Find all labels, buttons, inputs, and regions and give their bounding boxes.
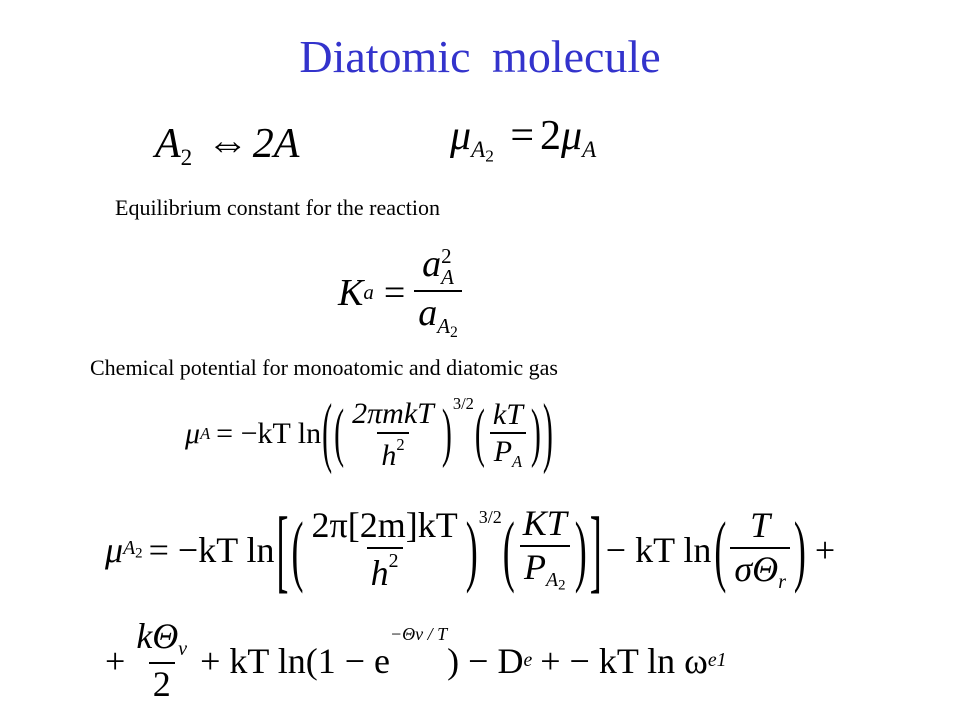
mu-a2-num1: 2π[2m]kT bbox=[311, 504, 458, 545]
ka-K: K bbox=[338, 271, 364, 314]
mu-lhs: μ bbox=[450, 113, 472, 159]
mu-a-frac1 bbox=[348, 398, 438, 471]
outer-paren-open: ( bbox=[322, 390, 333, 477]
ka-num-a: a bbox=[422, 243, 442, 285]
cont-plus: + bbox=[105, 640, 126, 681]
mu-rhs-subscript: A bbox=[582, 136, 597, 163]
mu-a2-paren3-close: ) bbox=[793, 505, 806, 594]
mu-relation-equals: = bbox=[510, 113, 535, 159]
mu-a2-num2: KT bbox=[522, 503, 567, 543]
paren2-open: ( bbox=[474, 397, 485, 470]
cont-frac bbox=[132, 618, 191, 704]
mu-a2-num3: T bbox=[750, 504, 771, 545]
mu-a2-paren3-open: ( bbox=[714, 505, 727, 594]
paren2-close: ) bbox=[530, 397, 541, 470]
cont-term4: + − kT ln ω bbox=[540, 640, 708, 681]
mu-a-lhs-subscript: A bbox=[200, 424, 211, 444]
mu-a2-den3-sub: r bbox=[778, 570, 786, 593]
cont-num-sub: ν bbox=[178, 637, 188, 660]
equilibrium-arrow: ⇔ bbox=[206, 121, 249, 167]
cont-exp: −Θν / T bbox=[390, 624, 448, 644]
mu-relation-equation bbox=[450, 112, 596, 166]
mu-a-den1: h bbox=[381, 438, 397, 472]
mu-a-den1-sup: 2 bbox=[396, 434, 405, 454]
paren-close: ) bbox=[441, 397, 452, 470]
caption-chemical-potential: Chemical potential for monoatomic and diatomic gas bbox=[90, 355, 558, 380]
mu-a2-mid: − kT ln bbox=[605, 529, 712, 570]
ka-den-sub2: 2 bbox=[450, 323, 458, 341]
mu-a2-den1: h bbox=[370, 552, 389, 593]
ka-equation bbox=[338, 245, 465, 341]
mu-a2-equation bbox=[105, 497, 836, 602]
paren-open: ( bbox=[334, 397, 345, 470]
mu-a2-frac1 bbox=[308, 504, 462, 593]
mu-a2-paren2-close: ) bbox=[574, 505, 587, 594]
ka-den-sub: A bbox=[437, 313, 451, 338]
mu-a-equation bbox=[185, 390, 554, 477]
mu-a2-frac3 bbox=[730, 504, 789, 593]
ka-num-sup: 2 bbox=[441, 244, 452, 269]
mu-a2-den2: P bbox=[523, 546, 546, 587]
mu-a-den2-sub: A bbox=[512, 451, 523, 471]
cont-term2: + kT ln(1 − e bbox=[200, 640, 390, 681]
mu-a2-den1-sup: 2 bbox=[388, 549, 399, 572]
cont-w-sub: e1 bbox=[707, 649, 727, 672]
mu-a2-den3: σΘ bbox=[734, 548, 779, 589]
bracket-open: [ bbox=[276, 497, 289, 602]
cont-term3: ) − D bbox=[447, 640, 524, 681]
reaction-A: A bbox=[155, 121, 181, 167]
mu-a2-lhs: μ bbox=[105, 529, 124, 570]
mu-a-lhs: μ bbox=[185, 417, 201, 451]
bracket-close: ] bbox=[589, 497, 602, 602]
reaction-A-subscript: 2 bbox=[180, 144, 193, 171]
mu-a-den2: P bbox=[493, 435, 513, 469]
mu-a2-paren-open: ( bbox=[291, 505, 304, 594]
mu-a2-den2-sub: A bbox=[545, 568, 559, 591]
ka-den-a: a bbox=[418, 292, 438, 335]
mu-a2-paren2-open: ( bbox=[502, 505, 515, 594]
caption-equilibrium: Equilibrium constant for the reaction bbox=[115, 195, 441, 220]
reaction-rhs: 2A bbox=[252, 121, 300, 167]
page-title: Diatomic molecule bbox=[299, 31, 661, 82]
ka-subscript: a bbox=[363, 280, 374, 305]
reaction-equation bbox=[155, 120, 299, 171]
continuation-equation bbox=[105, 618, 727, 704]
mu-a-prefix: = −kT ln bbox=[216, 417, 322, 451]
mu-a2-frac2 bbox=[519, 505, 571, 594]
cont-den: 2 bbox=[149, 662, 175, 704]
mu-a2-den2-sub2: 2 bbox=[558, 577, 566, 594]
mu-rhs: μ bbox=[561, 113, 583, 159]
ka-equals: = bbox=[383, 271, 406, 314]
mu-a2-paren-close: ) bbox=[465, 505, 478, 594]
mu-a2-prefix: = −kT ln bbox=[148, 529, 275, 570]
mu-a-num1: 2πmkT bbox=[352, 397, 434, 430]
mu-a2-trailing-plus: + bbox=[814, 529, 836, 570]
cont-num: kΘ bbox=[136, 616, 179, 656]
outer-paren-close: ) bbox=[542, 390, 553, 477]
ka-fraction bbox=[414, 245, 462, 341]
cont-de-sub: e bbox=[523, 649, 533, 672]
mu-a-num2: kT bbox=[492, 397, 523, 431]
mu-a2-exponent: 3/2 bbox=[478, 507, 502, 527]
mu-relation-coef: 2 bbox=[540, 113, 562, 159]
mu-lhs-subscript: A2 bbox=[471, 136, 494, 166]
mu-a-frac2 bbox=[489, 399, 527, 471]
ka-num-sub: A bbox=[441, 265, 454, 290]
mu-a-exponent: 3/2 bbox=[452, 394, 474, 413]
mu-a2-lhs-subscript: A2 bbox=[123, 536, 143, 562]
